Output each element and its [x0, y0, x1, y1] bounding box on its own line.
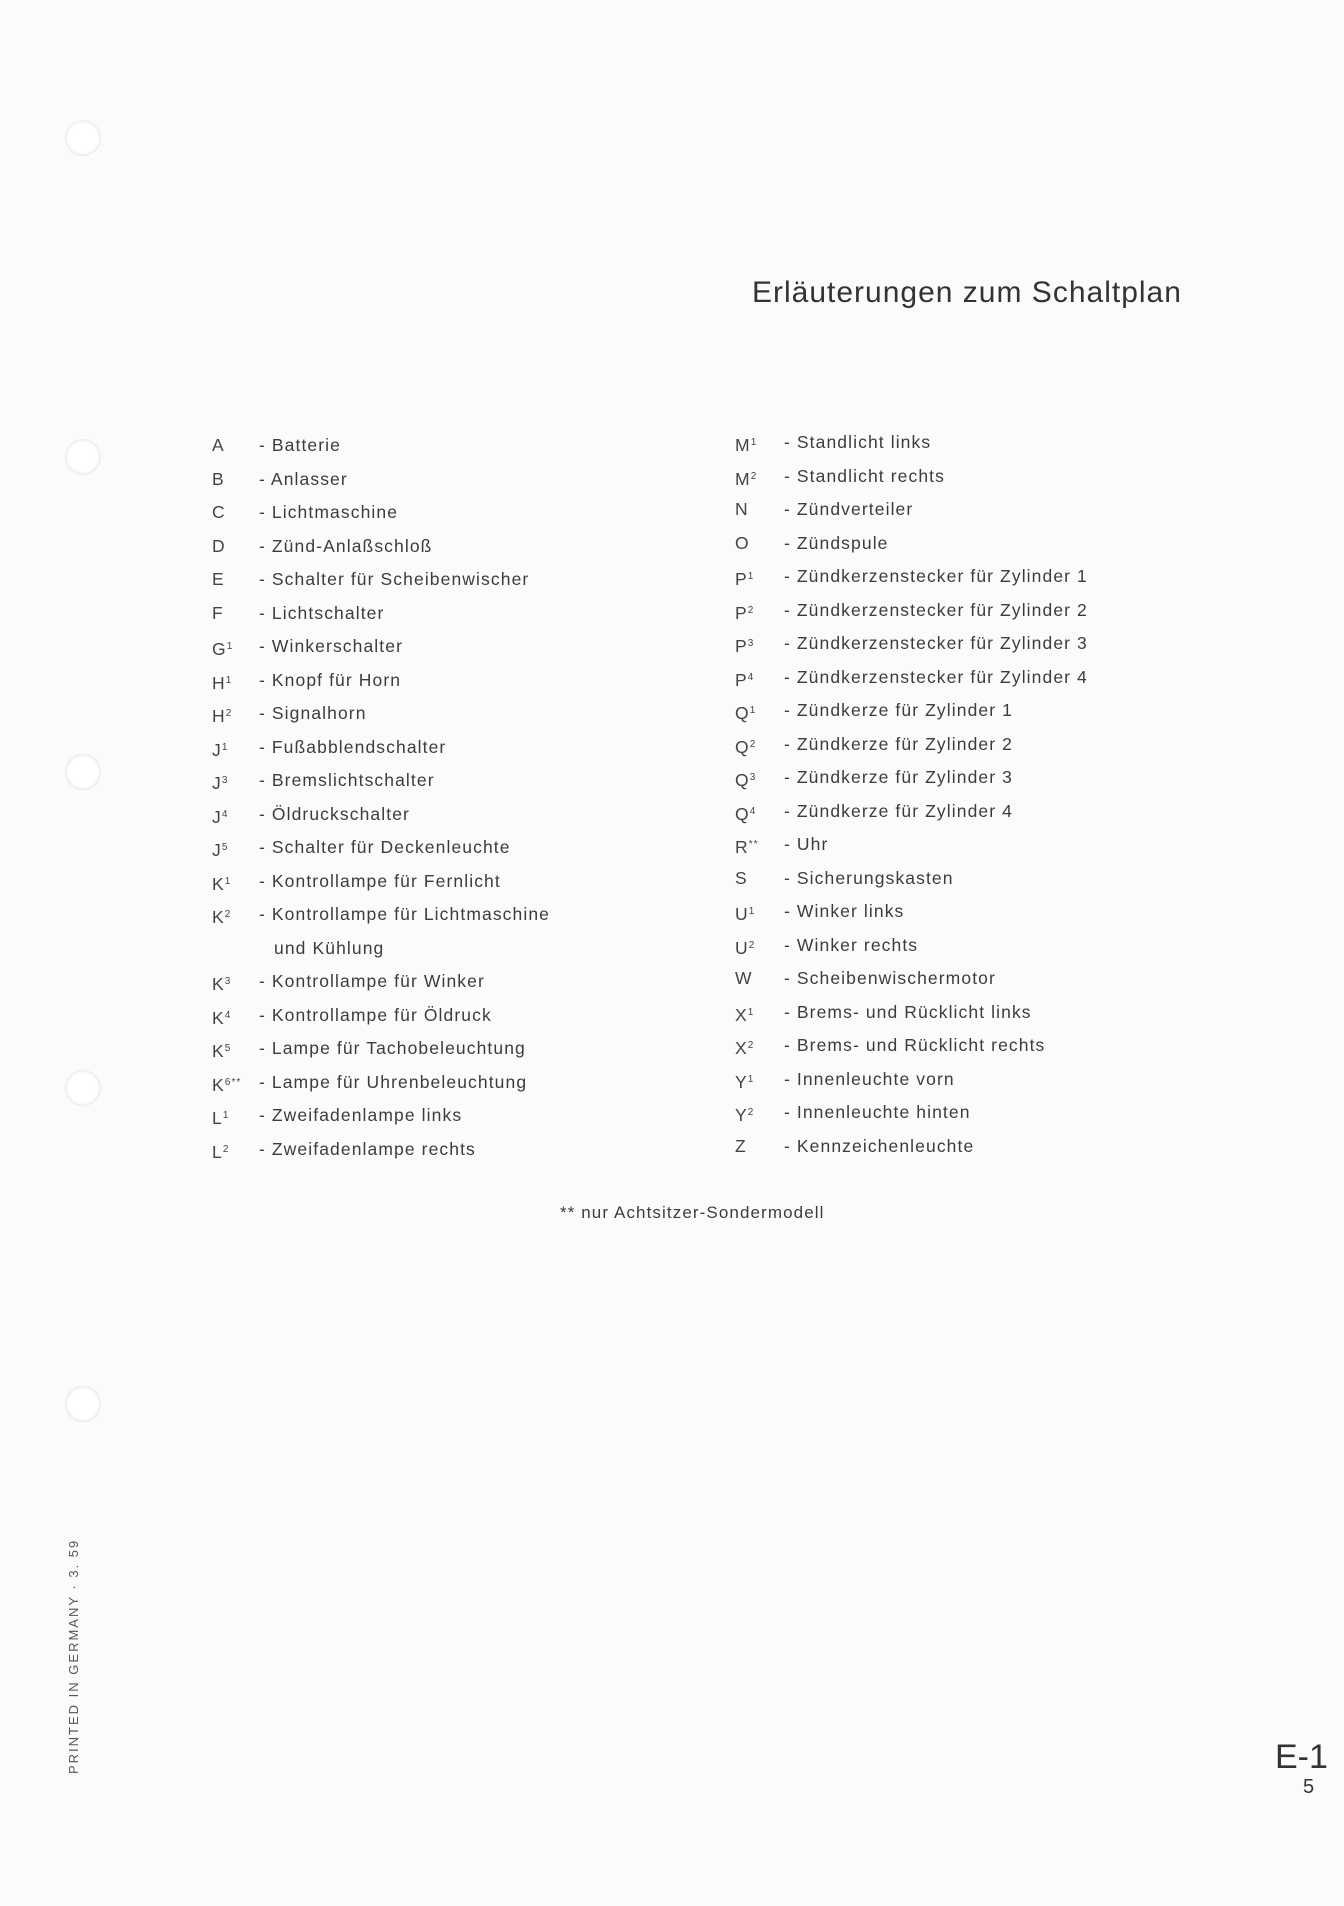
- legend-key-letter: D: [212, 535, 226, 556]
- legend-key: [212, 999, 259, 1033]
- legend-key-index: 2: [224, 909, 232, 920]
- legend-key: [212, 865, 259, 899]
- legend-key-letter: O: [735, 532, 750, 553]
- legend-item: [735, 661, 1088, 695]
- legend-item: [735, 1096, 1088, 1130]
- legend-key-index: 4: [747, 671, 755, 683]
- legend-description: - Öldruckschalter: [259, 803, 410, 824]
- legend-key-letter: Y: [735, 1105, 748, 1125]
- legend-description: - Schalter für Scheibenwischer: [259, 569, 530, 589]
- legend-key: [212, 496, 259, 530]
- legend-key: [212, 429, 259, 463]
- legend-key-index: 1: [750, 437, 758, 448]
- legend-item: [212, 731, 550, 765]
- legend-key-index: 1: [224, 875, 232, 887]
- legend-key-letter: P: [735, 636, 748, 656]
- legend-item: [212, 798, 550, 832]
- legend-key-index: 1: [225, 674, 233, 686]
- legend-description: - Zünd-Anlaßschloß: [259, 535, 433, 556]
- legend-item: [212, 530, 550, 564]
- legend-description: - Innenleuchte vorn: [784, 1068, 955, 1089]
- legend-key: [212, 463, 259, 497]
- legend-key-letter: U: [735, 904, 749, 924]
- legend-description: - Winkerschalter: [259, 636, 404, 656]
- legend-key: [735, 795, 784, 829]
- legend-key-letter: Q: [735, 703, 750, 723]
- legend-item: [212, 463, 550, 497]
- legend-item: [735, 1130, 1088, 1164]
- legend-item: [212, 865, 550, 899]
- legend-key: [735, 962, 784, 996]
- legend-item: [212, 496, 550, 530]
- legend-item: [212, 898, 550, 932]
- legend-description: - Zündkerze für Zylinder 3: [784, 767, 1013, 787]
- punch-hole: [65, 1386, 101, 1422]
- punch-hole: [65, 754, 101, 790]
- legend-key-letter: Q: [735, 770, 750, 790]
- legend-description: - Zweifadenlampe rechts: [259, 1138, 476, 1159]
- legend-item: [735, 460, 1088, 494]
- legend-key: [212, 563, 259, 597]
- legend-key-letter: N: [735, 499, 749, 519]
- legend-key-index: **: [748, 839, 759, 850]
- legend-item: [735, 795, 1088, 829]
- legend-key-letter: J: [212, 840, 222, 860]
- legend-key-index: 4: [221, 808, 229, 820]
- legend-key-letter: Q: [735, 803, 750, 824]
- legend-key-letter: A: [212, 435, 225, 455]
- legend-key: [735, 1096, 784, 1130]
- legend-key-index: 2: [749, 738, 757, 750]
- legend-key: [735, 728, 784, 762]
- legend-item: [212, 597, 550, 631]
- legend-key-letter: P: [735, 602, 748, 623]
- legend-key: [735, 1029, 784, 1063]
- legend-description: - Batterie: [259, 435, 341, 455]
- legend-key-index: 1: [221, 741, 229, 753]
- legend-description: - Brems- und Rücklicht rechts: [784, 1035, 1046, 1055]
- legend-key: [212, 530, 259, 564]
- legend-item: [735, 560, 1088, 594]
- legend-description: - Zweifadenlampe links: [259, 1105, 463, 1125]
- legend-key-index: 2: [747, 604, 755, 616]
- legend-item: [212, 563, 550, 597]
- legend-item: [735, 828, 1088, 862]
- legend-item: [735, 962, 1088, 996]
- legend-key-index: 3: [749, 772, 757, 783]
- legend-item: [212, 1032, 550, 1066]
- legend-key-letter: J: [212, 773, 222, 793]
- legend-key: [212, 798, 259, 832]
- legend-description: - Innenleuchte hinten: [784, 1102, 971, 1122]
- legend-key-letter: S: [735, 867, 748, 888]
- legend-key-letter: K: [212, 1007, 225, 1028]
- legend-key-index: 1: [748, 906, 756, 917]
- legend-key-letter: J: [212, 739, 222, 760]
- legend-key: [212, 731, 259, 765]
- punch-hole: [65, 120, 101, 156]
- legend-item: [212, 1133, 550, 1167]
- legend-description: - Kennzeichenleuchte: [784, 1135, 975, 1156]
- legend-key-letter: E: [212, 569, 225, 589]
- legend-description-continuation: und Kühlung: [274, 937, 385, 958]
- legend-key-letter: M: [735, 468, 751, 489]
- legend-key-letter: K: [212, 1074, 225, 1095]
- legend-description: - Zündkerze für Zylinder 4: [784, 800, 1013, 821]
- legend-item: [212, 831, 550, 865]
- legend-key-letter: W: [735, 968, 753, 988]
- legend-key: [735, 828, 784, 862]
- legend-key: [735, 460, 784, 494]
- legend-key: [735, 661, 784, 695]
- legend-key: [735, 761, 784, 795]
- legend-key-letter: L: [212, 1141, 223, 1162]
- legend-key: [735, 627, 784, 661]
- legend-item: [212, 664, 550, 698]
- punch-hole: [65, 439, 101, 475]
- legend-description: - Zündkerzenstecker für Zylinder 2: [784, 599, 1088, 620]
- legend-key-index: 4: [224, 1009, 232, 1021]
- legend-key-index: 3: [221, 775, 229, 786]
- legend-item: [212, 630, 550, 664]
- legend-key-letter: Q: [735, 736, 750, 757]
- legend-item: [735, 761, 1088, 795]
- legend-description: - Zündspule: [784, 532, 889, 553]
- legend-key-letter: Z: [735, 1135, 747, 1156]
- legend-item: [735, 627, 1088, 661]
- legend-description: - Brems- und Rücklicht links: [784, 1001, 1032, 1022]
- legend-description: - Bremslichtschalter: [259, 770, 435, 790]
- legend-key: [735, 862, 784, 896]
- legend-description: - Schalter für Deckenleuchte: [259, 837, 511, 857]
- legend-item: [212, 429, 550, 463]
- legend-item: [735, 493, 1088, 527]
- legend-description: - Uhr: [784, 834, 829, 854]
- legend-description: - Lampe für Tachobeleuchtung: [259, 1038, 526, 1058]
- legend-key-index: 4: [749, 805, 757, 817]
- legend-item: [212, 999, 550, 1033]
- legend-description: - Signalhorn: [259, 703, 367, 723]
- legend-key-letter: R: [735, 837, 749, 857]
- legend-key-index: 3: [747, 638, 755, 649]
- legend-key: [735, 1130, 784, 1164]
- legend-key: [735, 594, 784, 628]
- legend-key-letter: M: [735, 435, 751, 455]
- legend-key-index: 5: [221, 842, 229, 853]
- legend-key: [212, 697, 259, 731]
- legend-description: - Knopf für Horn: [259, 669, 402, 690]
- legend-item: [735, 527, 1088, 561]
- legend-key-index: 1: [226, 641, 234, 652]
- legend-key: [212, 664, 259, 698]
- page-number: 5: [1303, 1776, 1315, 1798]
- legend-key: [735, 929, 784, 963]
- legend-key: [212, 630, 259, 664]
- legend-description: - Kontrollampe für Winker: [259, 971, 485, 991]
- legend-description: - Standlicht links: [784, 432, 932, 452]
- legend-key-letter: X: [735, 1004, 748, 1025]
- legend-key-letter: P: [735, 669, 748, 690]
- legend-description: - Standlicht rechts: [784, 465, 945, 486]
- legend-key-letter: B: [212, 468, 225, 489]
- legend-key-letter: K: [212, 974, 225, 994]
- legend-item: [212, 1066, 550, 1100]
- legend-description: - Lampe für Uhrenbeleuchtung: [259, 1071, 528, 1092]
- legend-key: [735, 493, 784, 527]
- legend-description: - Kontrollampe für Fernlicht: [259, 870, 501, 891]
- legend-key-index: 5: [224, 1043, 232, 1054]
- section-label: E-1: [1275, 1738, 1328, 1776]
- legend-key-index: 2: [222, 1143, 230, 1155]
- legend-description: - Kontrollampe für Lichtmaschine: [259, 904, 551, 924]
- legend-item: [735, 694, 1088, 728]
- legend-item: [735, 426, 1088, 460]
- punch-hole: [65, 1070, 101, 1106]
- legend-key-letter: K: [212, 873, 225, 894]
- legend-item: [735, 862, 1088, 896]
- legend-key-index: 1: [747, 571, 755, 582]
- legend-item: [212, 697, 550, 731]
- legend-key-index: 1: [747, 1006, 755, 1018]
- legend-key: [212, 1133, 259, 1167]
- legend-key: [735, 426, 784, 460]
- legend-key: [735, 560, 784, 594]
- legend-key: [212, 1032, 259, 1066]
- legend-key-letter: U: [735, 937, 749, 958]
- legend-item: [735, 895, 1088, 929]
- legend-description: - Lichtmaschine: [259, 502, 399, 522]
- legend-item: [735, 1063, 1088, 1097]
- legend-item: [735, 728, 1088, 762]
- legend-key: [212, 1066, 259, 1100]
- legend-key: [735, 996, 784, 1030]
- legend-item: [735, 594, 1088, 628]
- printed-note: PRINTED IN GERMANY · 3. 59: [66, 1538, 81, 1774]
- legend-key-index: 2: [747, 1107, 755, 1118]
- legend-key: [735, 527, 784, 561]
- legend-item: [735, 996, 1088, 1030]
- legend-description: - Winker rechts: [784, 934, 919, 955]
- legend-description: - Kontrollampe für Öldruck: [259, 1004, 492, 1025]
- legend-key-letter: C: [212, 502, 226, 522]
- legend-key-letter: H: [212, 706, 226, 726]
- legend-key-letter: F: [212, 602, 224, 623]
- legend-key: [212, 764, 259, 798]
- legend-description: - Scheibenwischermotor: [784, 968, 996, 988]
- legend-key-index: 2: [747, 1040, 755, 1051]
- legend-key-index: 2: [750, 470, 758, 482]
- legend-item: [212, 764, 550, 798]
- legend-key: [212, 597, 259, 631]
- legend-description: - Zündkerze für Zylinder 1: [784, 700, 1013, 720]
- page-title: Erläuterungen zum Schaltplan: [752, 276, 1182, 309]
- legend-left-column: [212, 429, 550, 1166]
- legend-description: - Anlasser: [259, 468, 348, 489]
- legend-description: - Zündverteiler: [784, 499, 914, 519]
- legend-key: [212, 965, 259, 999]
- legend-key-index: 1: [749, 705, 757, 716]
- legend-key-index: 2: [748, 939, 756, 951]
- legend-key-letter: P: [735, 569, 748, 589]
- legend-key-letter: L: [212, 1108, 223, 1128]
- legend-item: [212, 965, 550, 999]
- legend-key-index: 6**: [224, 1076, 242, 1088]
- legend-description: - Lichtschalter: [259, 602, 385, 623]
- legend-key-letter: G: [212, 639, 227, 659]
- legend-description: - Fußabblendschalter: [259, 736, 447, 757]
- legend-key-letter: H: [212, 672, 226, 693]
- footnote: ** nur Achtsitzer-Sondermodell: [560, 1203, 825, 1222]
- legend-right-column: [735, 426, 1088, 1163]
- legend-key-index: 2: [225, 708, 233, 719]
- legend-key-letter: Y: [735, 1071, 748, 1092]
- legend-description: - Zündkerzenstecker für Zylinder 3: [784, 633, 1088, 653]
- legend-item: [212, 1099, 550, 1133]
- legend-key-letter: J: [212, 806, 222, 827]
- legend-key: [212, 831, 259, 865]
- legend-description: - Zündkerzenstecker für Zylinder 4: [784, 666, 1088, 687]
- legend-key: [212, 898, 259, 932]
- legend-description: - Sicherungskasten: [784, 867, 954, 888]
- legend-description: - Winker links: [784, 901, 905, 921]
- legend-key-index: 1: [222, 1110, 230, 1121]
- legend-key: [212, 1099, 259, 1133]
- legend-key: [735, 694, 784, 728]
- legend-key: [735, 895, 784, 929]
- legend-description: - Zündkerzenstecker für Zylinder 1: [784, 566, 1088, 586]
- legend-key-letter: K: [212, 907, 225, 927]
- legend-key-letter: K: [212, 1041, 225, 1061]
- legend-item: [735, 1029, 1088, 1063]
- legend-key-index: 3: [224, 976, 232, 987]
- legend-key-index: 1: [747, 1073, 755, 1085]
- legend-key-letter: X: [735, 1038, 748, 1058]
- legend-key: [735, 1063, 784, 1097]
- legend-description: - Zündkerze für Zylinder 2: [784, 733, 1013, 754]
- legend-item: [735, 929, 1088, 963]
